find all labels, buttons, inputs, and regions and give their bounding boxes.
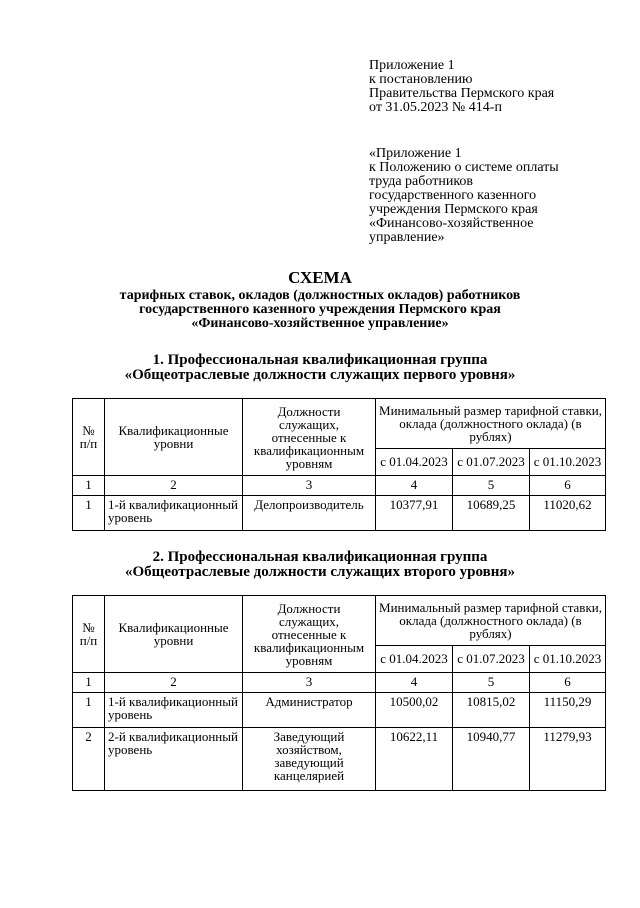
group2-title	[0, 550, 640, 580]
header-date: с 01.10.2023	[530, 448, 606, 476]
row-num: 1	[73, 693, 105, 728]
row-level: 1-й квалификационный уровень	[105, 693, 243, 728]
header-date: с 01.04.2023	[376, 645, 453, 673]
document-subtitle	[0, 289, 640, 331]
annex-line: Правительства Пермского края	[369, 86, 555, 101]
row-num: 2	[73, 728, 105, 791]
row-value-2: 10689,25	[453, 496, 530, 531]
column-number: 2	[105, 476, 243, 496]
table-row	[73, 693, 606, 728]
annex-line: труда работников	[369, 174, 474, 189]
annex-line: от 31.05.2023 № 414-п	[369, 100, 502, 115]
row-value-3: 11020,62	[530, 496, 606, 531]
header-date: с 01.04.2023	[376, 448, 453, 476]
header-num: № п/п	[73, 596, 105, 673]
row-position: Делопроизводитель	[243, 496, 376, 531]
annex-line: управление»	[369, 230, 445, 245]
group1-table	[72, 398, 606, 531]
header-date: с 01.07.2023	[453, 645, 530, 673]
column-number: 2	[105, 673, 243, 693]
row-value-1: 10500,02	[376, 693, 453, 728]
header-positions: Должности служащих, отнесенные к квалификационным уровням	[243, 399, 376, 476]
column-number: 4	[376, 476, 453, 496]
column-numbers-row	[73, 476, 606, 496]
column-number: 5	[453, 673, 530, 693]
annex-line: к Положению о системе оплаты	[369, 160, 559, 175]
table-row	[73, 728, 606, 791]
header-date: с 01.10.2023	[530, 645, 606, 673]
row-position: Администратор	[243, 693, 376, 728]
row-value-1: 10377,91	[376, 496, 453, 531]
annex-regulation-reference	[369, 147, 559, 245]
group-title-line: 1. Профессиональная квалификационная группа	[152, 352, 488, 368]
annex-line: к постановлению	[369, 72, 473, 87]
row-position: Заведующий хозяйством, заведующий канцелярией	[243, 728, 376, 791]
annex-line: «Финансово-хозяйственное	[369, 216, 534, 231]
column-number: 6	[530, 673, 606, 693]
document-title: СХЕМА	[288, 268, 352, 287]
row-value-1: 10622,11	[376, 728, 453, 791]
group-title-line: «Общеотраслевые должности служащих первого уровня»	[124, 367, 516, 383]
column-number: 5	[453, 476, 530, 496]
group1-title	[0, 353, 640, 383]
row-level: 1-й квалификационный уровень	[105, 496, 243, 531]
table-header-row	[73, 399, 606, 449]
group-title-line: 2. Профессиональная квалификационная группа	[152, 549, 488, 565]
header-levels: Квалификационные уровни	[105, 399, 243, 476]
column-number: 3	[243, 476, 376, 496]
table-row	[73, 496, 606, 531]
annex-line: государственного казенного	[369, 188, 537, 203]
row-level: 2-й квалификационный уровень	[105, 728, 243, 791]
row-value-2: 10940,77	[453, 728, 530, 791]
row-value-3: 11150,29	[530, 693, 606, 728]
row-num: 1	[73, 496, 105, 531]
column-number: 4	[376, 673, 453, 693]
annex-line: учреждения Пермского края	[369, 202, 538, 217]
table-header-row	[73, 596, 606, 646]
column-number: 1	[73, 673, 105, 693]
header-num: № п/п	[73, 399, 105, 476]
row-value-2: 10815,02	[453, 693, 530, 728]
subtitle-line: тарифных ставок, окладов (должностных окладов) работников	[119, 288, 521, 303]
header-min-size: Минимальный размер тарифной ставки, оклада (должностного оклада) (в рублях)	[376, 596, 606, 646]
column-number: 1	[73, 476, 105, 496]
column-number: 3	[243, 673, 376, 693]
header-positions: Должности служащих, отнесенные к квалификационным уровням	[243, 596, 376, 673]
column-numbers-row	[73, 673, 606, 693]
column-number: 6	[530, 476, 606, 496]
annex-reference	[369, 59, 554, 115]
subtitle-line: «Финансово-хозяйственное управление»	[191, 316, 449, 331]
group2-table	[72, 595, 606, 791]
row-value-3: 11279,93	[530, 728, 606, 791]
annex-line: Приложение 1	[369, 58, 455, 73]
header-levels: Квалификационные уровни	[105, 596, 243, 673]
header-min-size: Минимальный размер тарифной ставки, оклада (должностного оклада) (в рублях)	[376, 399, 606, 449]
header-date: с 01.07.2023	[453, 448, 530, 476]
annex-line: «Приложение 1	[369, 146, 462, 161]
subtitle-line: государственного казенного учреждения Пермского края	[139, 302, 501, 317]
group-title-line: «Общеотраслевые должности служащих второго уровня»	[125, 564, 515, 580]
